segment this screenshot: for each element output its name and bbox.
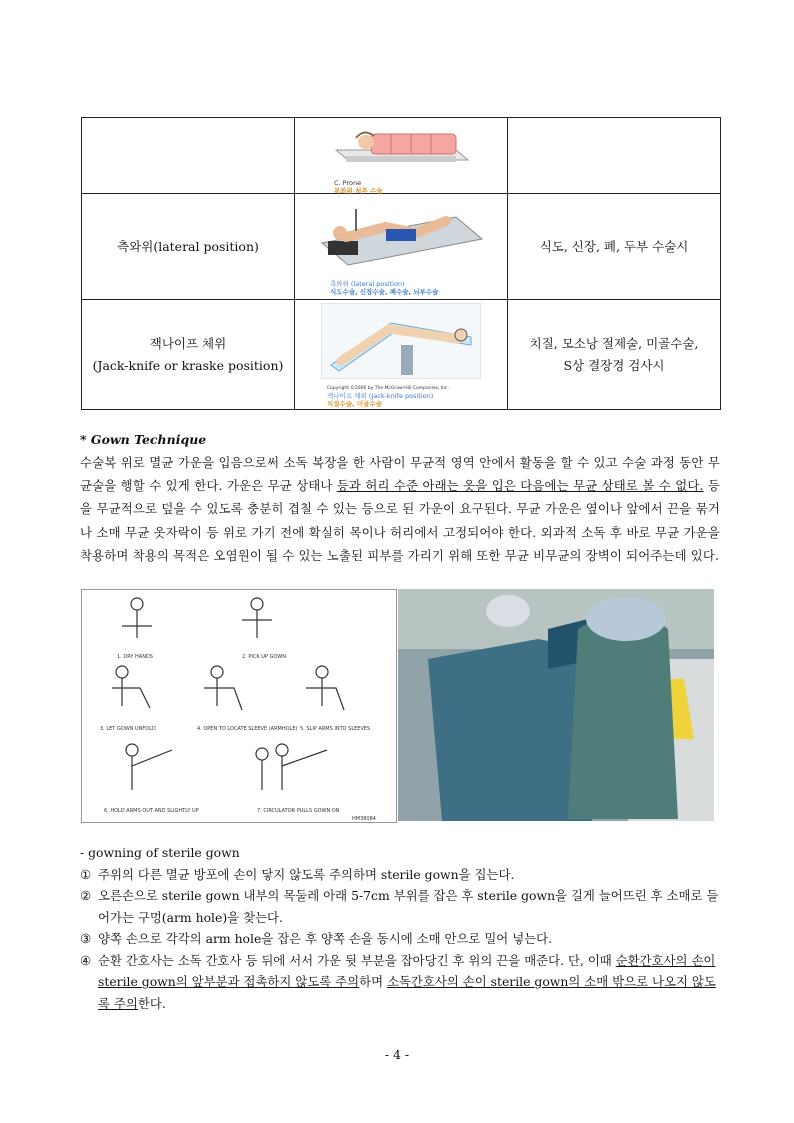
position-cell [82,300,295,410]
list-intro: - gowning of sterile gown [80,845,240,860]
list-item [80,864,722,886]
surgical-position-table [81,117,721,410]
gowning-steps-drawing [82,590,396,822]
surgery-text: S상 결장경 검사시 [563,357,665,373]
list-item-number: ② [80,888,92,903]
list-item-text: 오른손으로 sterile gown 내부의 목둘레 아래 5-7cm 부위를 잡은 후 sterile gown을 길게 늘어뜨린 후 소매로 들어가는 구멍(arm hole)을 찾는다. [98,888,719,925]
figure-code: HM38084 [352,816,376,822]
list-item-text: 주위의 다른 멸균 방포에 손이 닿지 않도록 주의하며 sterile gown을 집는다. [98,866,515,882]
figure-caption-ko: 복와위 척추 수술 [334,186,383,195]
step-label: 3. LET GOWN UNFOLD [100,726,156,732]
figure-caption-en: C. Prone [334,178,362,187]
gowning-steps-list [80,842,722,1014]
list-item-text-part: 순환 간호사는 소독 간호사 등 뒤에 서서 가운 뒷 부분을 잡아당긴 후 위의 끈을 매준다. 단, 이때 [98,952,616,968]
step-label: 6. HOLD ARMS OUT AND SLIGHTLY UP [104,808,199,814]
figure-caption-en: 측와위 (lateral position) [330,279,405,288]
page-number: - 4 - [384,1047,410,1062]
gowning-steps-illustration [81,589,397,823]
surgery-text: 치질, 모소낭 절제술, 미골수술, [529,335,699,351]
figure-cell [295,194,508,300]
figure-cell [295,300,508,410]
list-item [80,950,722,1015]
list-item-underlined-text: 순환간호사의 손이 sterile gown의 앞부분과 접촉하지 않도록 주의 [98,952,716,989]
figure-caption-ko: 식도수술, 신장수술, 폐수술, 뇌부수술 [330,287,439,296]
list-item [80,885,722,928]
position-name: 잭나이프 체위 [149,335,227,351]
list-item-text-part: 하며 [359,974,387,989]
figure-copyright: Copyright ©2006 by The McGraw-Hill Companies, Inc. [327,385,449,391]
section-heading: * Gown Technique [80,432,207,447]
surgery-cell [508,300,721,410]
list-item-number: ③ [80,931,92,946]
list-item-text [98,950,722,1015]
list-item-number: ④ [80,952,92,968]
gowning-photo-image [398,589,714,821]
list-item-underlined-text: 소독간호사의 손이 sterile gown의 소매 밖으로 나오지 않도록 주의 [98,974,716,1011]
step-label: 4. OPEN TO LOCATE SLEEVE (ARMHOLE) [197,726,298,732]
figure-caption-ko: 치질수술, 미골수술 [327,399,382,408]
list-item [80,928,722,950]
list-item-text-part: 한다. [137,995,166,1011]
surgery-cell: 식도, 신장, 폐, 두부 수술시 [508,194,721,300]
gown-paragraph [80,451,720,567]
list-item-text: 양쪽 손으로 각각의 arm hole을 잡은 후 양쪽 손을 동시에 소매 안으로 밀어 넣는다. [98,931,553,946]
lateral-position-figure [316,197,486,273]
prone-position-figure [326,120,476,172]
paragraph-text: 수술복 위로 멸균 가운을 입음으로써 소독 복장을 한 사람이 무균적 영역 안에서 활동을 할 수 있고 수술 과정 동안 무균술을 행할 수 있게 한다. 가운은 무균 상태나 [80,455,720,494]
position-name-en: (Jack-knife or kraske position) [92,357,284,373]
surgery-cell [508,118,721,194]
figure-caption-en: 잭나이프 체위 (Jack-knife position) [327,391,434,400]
step-label: 5. SLIP ARMS INTO SLEEVES [300,726,371,732]
position-cell [82,118,295,194]
jack-knife-position-figure [321,303,481,379]
step-label: 7. CIRCULATOR PULLS GOWN ON [257,808,340,814]
figure-cell [295,118,508,194]
position-cell: 측와위(lateral position) [82,194,295,300]
gowning-photo [398,589,714,821]
paragraph-underlined-text: 등과 허리 수준 아래는 옷을 입은 다음에는 무균 상태로 볼 수 없다. [336,478,704,494]
step-label: 1. DRY HANDS [117,654,153,660]
paragraph-text: 등을 무균적으로 덮을 수 있도록 충분히 겹칠 수 있는 등으로 된 가운이 요구된다. 무균 가운은 옆이나 앞에서 끈을 묶거나 소매 무균 옷자락이 등 위로 가기 전에 확실히 목이나 허리에서 고정되어야 한다. 외과적 소독 후 바로 무균 가운을 착용하며 착용의 목적은 오염원이 될 수 있는 노출된 피부를 가리기 위해 또한 무균 비무균의 장벽이 되어주는데 있다. [80,478,720,563]
step-label: 2. PICK UP GOWN [242,654,286,660]
list-item-number: ① [80,866,92,882]
